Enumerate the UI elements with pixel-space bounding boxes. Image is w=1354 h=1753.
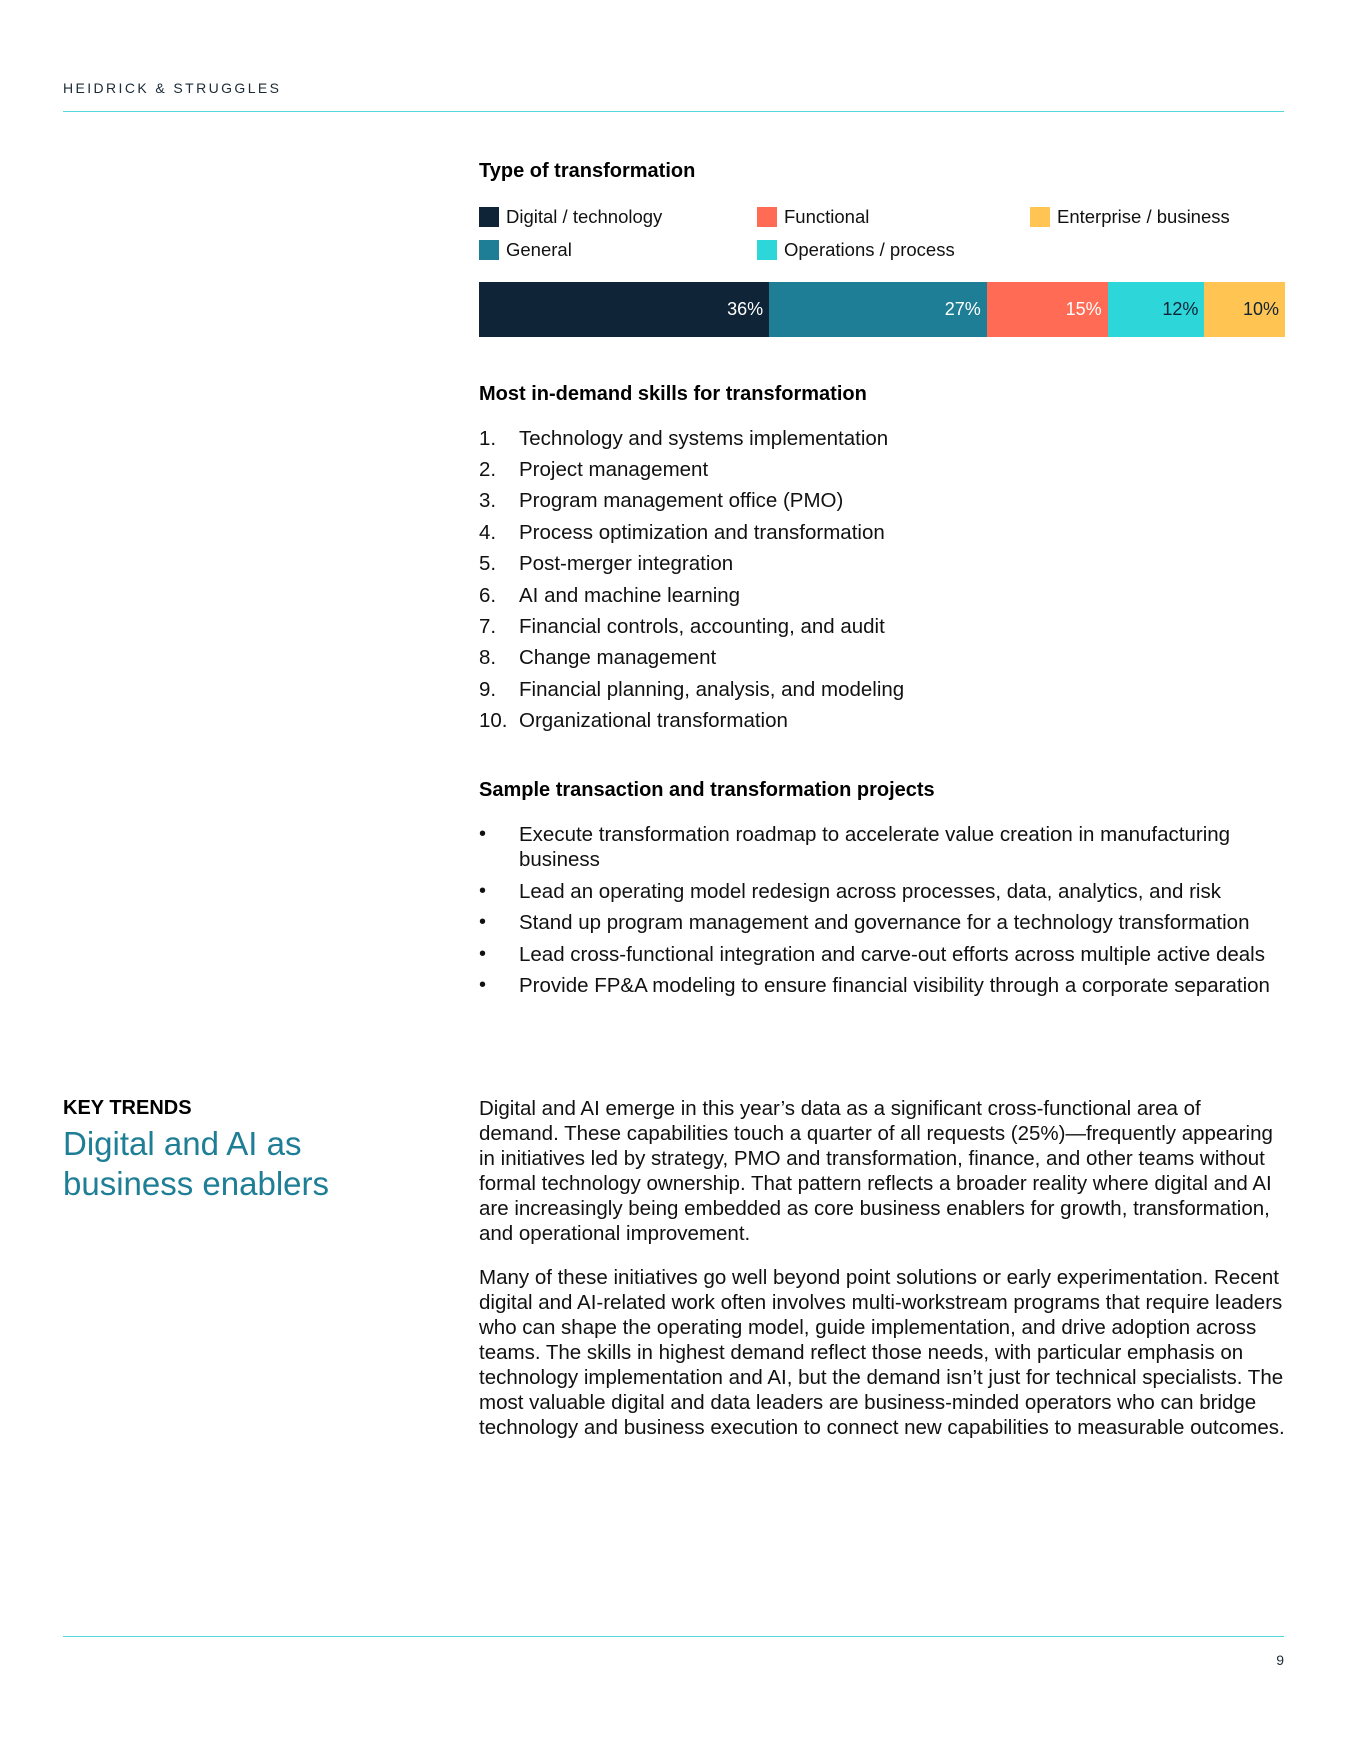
legend-swatch: [1030, 207, 1050, 227]
bar-data-label: 15%: [1065, 299, 1102, 319]
project-text: Lead cross-functional integration and carve-out efforts across multiple active deals: [519, 942, 1265, 966]
skill-text: Technology and systems implementation: [519, 426, 889, 450]
legend-swatch: [479, 240, 499, 260]
skill-number: 4.: [479, 520, 497, 544]
bullet-icon: •: [479, 879, 487, 902]
skill-text: Financial controls, accounting, and audit: [519, 615, 885, 639]
bar-segment-2: [769, 282, 987, 337]
projects-list: [479, 822, 1285, 1005]
skill-item: [479, 580, 1285, 611]
skill-item: [479, 517, 1285, 548]
key-trends-title: Digital and AI as business enablers: [63, 1125, 329, 1202]
project-item: [479, 910, 1285, 935]
skill-number: 5.: [479, 552, 497, 576]
skill-item: [479, 611, 1285, 642]
project-item: [479, 822, 1285, 872]
bar-segment-3: [987, 282, 1108, 337]
legend-label: General: [506, 239, 572, 260]
skill-text: Post-merger integration: [519, 552, 734, 576]
bar-data-label: 10%: [1242, 299, 1279, 319]
skill-number: 3.: [479, 489, 497, 513]
bullet-icon: •: [479, 823, 487, 845]
skill-item: [479, 706, 1285, 737]
bar-data-label: 12%: [1162, 299, 1199, 319]
skills-title: Most in-demand skills for transformation: [479, 383, 867, 405]
page-number: 9: [1276, 1652, 1284, 1668]
project-item: [479, 942, 1285, 967]
skill-number: 6.: [479, 583, 497, 607]
skill-text: Project management: [519, 458, 709, 482]
skill-text: AI and machine learning: [519, 583, 741, 607]
skill-item: [479, 486, 1285, 517]
legend-swatch: [479, 207, 499, 227]
bullet-icon: •: [479, 911, 487, 933]
legend-item-functional: [757, 206, 869, 228]
skill-item: [479, 674, 1285, 705]
body-paragraph: Digital and AI emerge in this year’s data as a significant cross-functional area of demand. These capabilities touch a quarter of all requests (25%)—frequently appearing in initiatives led by strategy, PMO and transformation, finance, and other teams without formal technology ownership. That pattern reflects a broader reality where digital and AI are increasingly being embedded as core business enablers for growth, transformation, and operational improvement.: [479, 1097, 1273, 1245]
skill-number: 2.: [479, 458, 497, 482]
legend-swatch: [757, 240, 777, 260]
header-divider: [63, 111, 1284, 112]
skill-item: [479, 454, 1285, 485]
legend-item-operations: [757, 239, 955, 261]
project-text: Lead an operating model redesign across processes, data, analytics, and risk: [519, 879, 1221, 903]
chart-legend: [479, 206, 1285, 264]
skill-text: Program management office (PMO): [519, 489, 844, 513]
skill-item: [479, 643, 1285, 674]
key-trends-body: [479, 1096, 1285, 1459]
bar-data-label: 36%: [727, 299, 764, 319]
legend-label: Functional: [784, 206, 870, 227]
legend-swatch: [757, 207, 777, 227]
footer-divider: [63, 1636, 1284, 1637]
legend-label: Operations / process: [784, 239, 955, 260]
legend-label: Digital / technology: [506, 206, 663, 227]
brand-name: HEIDRICK & STRUGGLES: [63, 80, 282, 96]
stacked-bar-chart: [479, 282, 1285, 337]
projects-title: Sample transaction and transformation projects: [479, 779, 935, 801]
skill-number: 8.: [479, 646, 497, 670]
bullet-icon: •: [479, 974, 487, 996]
body-paragraph: Many of these initiatives go well beyond point solutions or early experimentation. Recent digital and AI-related work often involves multi-workstream programs that require leaders who can shape the operating model, guide implementation, and drive adoption across teams. The skills in highest demand reflect those needs, with particular emphasis on technology implementation and AI, but the demand isn’t just for technical specialists. The most valuable digital and data leaders are business-minded operators who can bridge technology and business execution to connect new capabilities to measurable outcomes.: [479, 1266, 1285, 1439]
skill-number: 10.: [479, 709, 508, 733]
bullet-icon: •: [479, 942, 487, 965]
bar-segment-1: [479, 282, 769, 337]
skill-number: 7.: [479, 615, 497, 639]
legend-item-general: [479, 239, 572, 261]
skill-item: [479, 549, 1285, 580]
skill-text: Change management: [519, 646, 717, 670]
legend-label: Enterprise / business: [1057, 206, 1230, 227]
skill-text: Organizational transformation: [519, 709, 788, 733]
skill-number: 9.: [479, 677, 497, 701]
bar-segment-5: [1204, 282, 1285, 337]
skill-number: 1.: [479, 426, 497, 450]
legend-item-enterprise: [1030, 206, 1230, 228]
project-item: [479, 973, 1285, 998]
transformation-title: Type of transformation: [479, 160, 696, 182]
skill-item: [479, 423, 1285, 454]
bar-data-label: 27%: [944, 299, 981, 319]
bar-segment-4: [1108, 282, 1205, 337]
legend-item-digital: [479, 206, 662, 228]
key-trends-kicker: KEY TRENDS: [63, 1097, 192, 1119]
skill-text: Process optimization and transformation: [519, 520, 885, 544]
project-text: Execute transformation roadmap to accelerate value creation in manufacturing business: [519, 823, 1231, 871]
project-text: Stand up program management and governance for a technology transformation: [519, 911, 1250, 934]
project-text: Provide FP&A modeling to ensure financial visibility through a corporate separation: [519, 974, 1270, 997]
skills-list: [479, 423, 1285, 737]
skill-text: Financial planning, analysis, and modeling: [519, 677, 905, 701]
project-item: [479, 879, 1285, 904]
